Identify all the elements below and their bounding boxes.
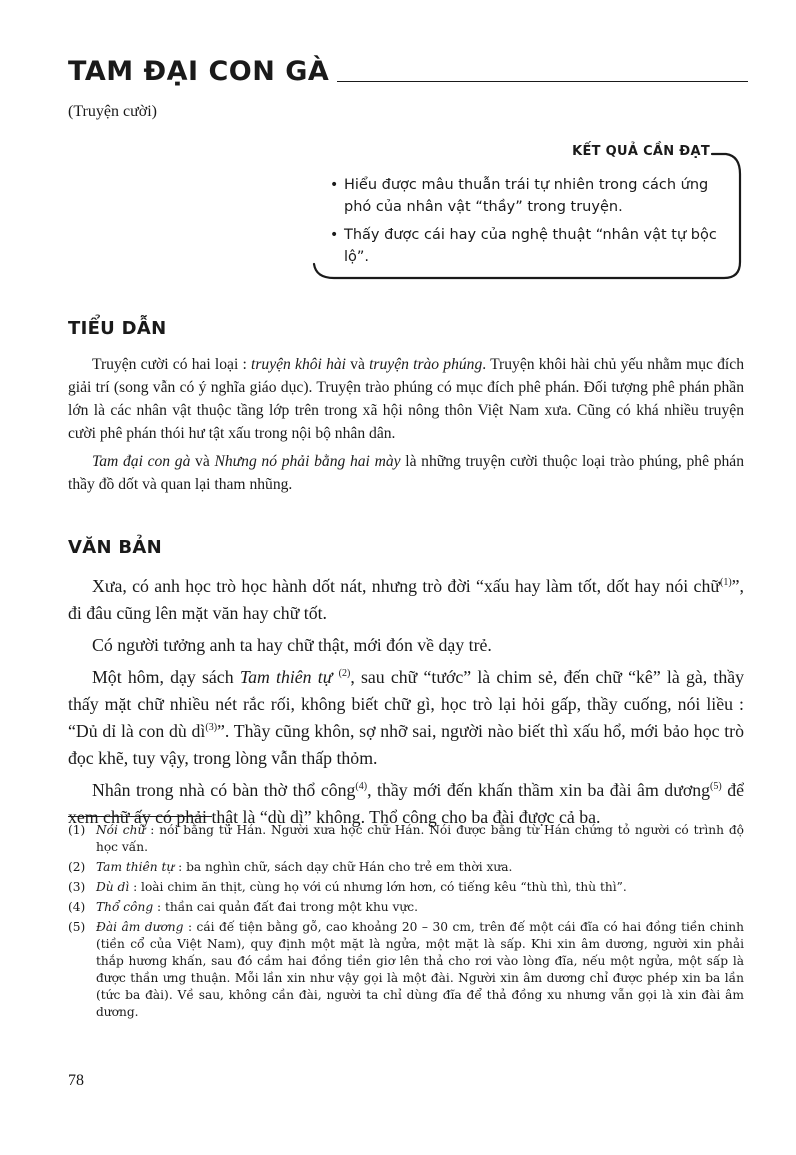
section-heading-text: VĂN BẢN [68, 537, 163, 558]
footnote-text: : loài chim ăn thịt, cùng họ với cú nhưng lớn hơn, có tiếng kêu “thù thì, thù thì”. [129, 880, 627, 894]
section-heading-intro: TIỂU DẪN [68, 318, 167, 339]
footnote-number: (5) [68, 920, 86, 934]
text-run: Truyện cười có hai loại : [92, 356, 252, 373]
goal-item [330, 224, 720, 268]
page-title: TAM ĐẠI CON GÀ [68, 56, 330, 87]
footnote-number: (3) [68, 880, 86, 894]
footnote-term: Thổ công [96, 900, 154, 914]
bullet-icon: • [330, 227, 339, 243]
footnote-term: Tam thiên tự [96, 860, 175, 874]
footnote-ref: (4) [355, 781, 368, 793]
text-run: . Truyện khôi hài chủ yếu nhằm mục đích giải trí (song vẫn có ý nghĩa giáo dục). Truyện trào phúng có mục đích phê phán. Đối tượng phê phán phần lớn là các nhân vật thuộc tầng lớp trên trong xã hội nông thôn Việt Nam xưa. Cũng có khá nhiều truyện cười phê phán thói hư tật xấu trong nội bộ nhân dân. [68, 356, 744, 442]
goals-box [312, 140, 746, 282]
footnote-ref: (5) [710, 781, 722, 793]
text-run: Nhân trong nhà có bàn thờ thổ công [92, 780, 356, 800]
footnote-item [68, 822, 744, 856]
italic-title: Tam đại con gà [92, 453, 191, 470]
footnote-ref: (2) [338, 668, 351, 680]
footnote-number: (1) [68, 823, 86, 837]
goal-item [330, 174, 720, 218]
text-run: ”, đi đâu cũng lên mặt văn hay chữ tốt. [68, 576, 744, 623]
text-run: ”. Thầy cũng khôn, sợ nhỡ sai, người nào biết thì xấu hổ, mới bảo học trò đọc khẽ, tuy vậy, trong lòng vẫn thấp thỏm. [68, 721, 744, 768]
text-run: , sau chữ “tước” là chim sẻ, đến chữ “kê” là gà, thầy thấy mặt chữ nhiều nét rắc rối, không biết chữ gì, học trò lại hỏi gấp, thầy cuống, nói liều : “Dủ dỉ là con dù dì [68, 667, 745, 741]
footnote-text: : ba nghìn chữ, sách dạy chữ Hán cho trẻ em thời xưa. [174, 860, 513, 874]
italic-title: Tam thiên tự [239, 667, 333, 687]
footnote-item [68, 879, 744, 896]
story-paragraph: Có người tưởng anh ta hay chữ thật, mới đón về dạy trẻ. [92, 635, 492, 655]
page-number: 78 [68, 1072, 84, 1089]
footnote-number: (2) [68, 860, 86, 874]
italic-title: Nhưng nó phải bằng hai mày [214, 453, 401, 470]
intro-paragraph [68, 450, 744, 496]
goals-list [330, 174, 720, 274]
story-paragraph [68, 573, 744, 627]
goal-text: Hiểu được mâu thuẫn trái tự nhiên trong cách ứng phó của nhân vật “thầy” trong truyện. [344, 177, 709, 215]
footnote-divider [68, 816, 212, 817]
footnote-number: (4) [68, 900, 86, 914]
footnote-item [68, 859, 744, 876]
footnote-item [68, 899, 744, 916]
intro-paragraph [68, 353, 744, 445]
footnotes [68, 822, 744, 1024]
text-run: và [190, 453, 215, 470]
italic-term: truyện khôi hài [251, 356, 346, 373]
text-run: , thầy mới đến khấn thầm xin ba đài âm dương [367, 780, 711, 800]
bullet-icon: • [330, 177, 339, 193]
intro-section [68, 353, 744, 501]
text-run: Xưa, có anh học trò học hành dốt nát, nhưng trò đời “xấu hay làm tốt, dốt hay nói chữ [92, 576, 720, 596]
goals-heading: KẾT QUẢ CẦN ĐẠT [572, 144, 710, 159]
footnote-ref: (3) [205, 722, 218, 734]
footnote-item [68, 919, 744, 1021]
goal-text: Thấy được cái hay của nghệ thuật “nhân vật tự bộc lộ”. [344, 227, 717, 265]
text-run: Một hôm, dạy sách [92, 667, 240, 687]
footnote-text: : cái đế tiện bằng gỗ, cao khoảng 20 – 30 cm, trên đế một cái đĩa có hai đồng tiền chinh (tiền cổ của Việt Nam), quy định một mặt là ngửa, một mặt là sấp. Khi xin âm dương, người xin phải thắp hương khấn, sau đó cầm hai đồng tiền giơ lên thả cho rơi vào lòng đĩa, nếu một ngửa, một sấp là được thần ưng thuận. Mỗi lần xin như vậy gọi là một đài. Người xin âm dương chỉ được phép xin ba lần (tức ba đài). Về sau, không cần đài, người ta chỉ dùng đĩa để thả đồng xu nhưng vẫn gọi là xin đài âm dương. [96, 920, 744, 1019]
text-run: và [346, 356, 370, 373]
footnote-text: : nói bằng từ Hán. Người xưa học chữ Hán. Nói được bằng từ Hán chứng tỏ người có trình độ học vấn. [96, 823, 744, 854]
footnote-term: Đài âm dương [96, 920, 184, 934]
footnote-term: Nói chữ [96, 823, 146, 837]
footnote-term: Dù dì [96, 880, 130, 894]
title-row [68, 58, 748, 85]
page-subtitle: (Truyện cười) [68, 103, 157, 120]
title-rule [337, 81, 748, 82]
text-run: để xem chữ ấy có phải thật là “dù dì” không. Thổ công cho ba đài được cả ba. [68, 780, 744, 827]
text-run: là những truyện cười thuộc loại trào phúng, phê phán thầy đồ dốt và quan lại tham nhũng. [68, 453, 745, 493]
story-paragraph [68, 664, 744, 772]
story-section [68, 573, 744, 836]
footnote-ref: (1) [719, 577, 732, 589]
footnote-text: : thần cai quản đất đai trong một khu vực. [153, 900, 418, 914]
italic-term: truyện trào phúng [369, 356, 483, 373]
